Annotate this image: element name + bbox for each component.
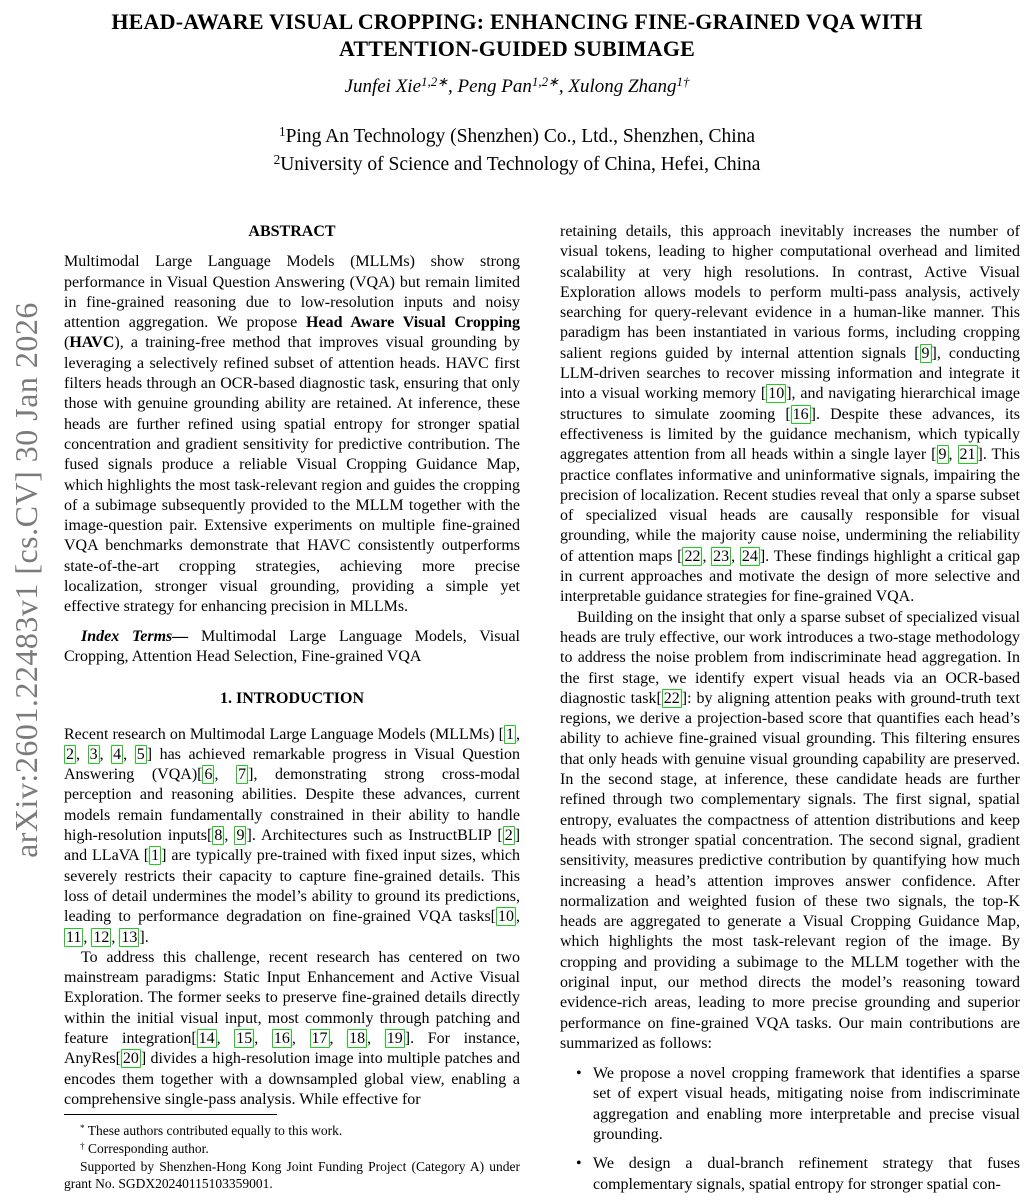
citation-ref[interactable]: 23 bbox=[713, 547, 730, 565]
citation-ref[interactable]: 17 bbox=[311, 1029, 328, 1047]
citation-ref[interactable]: 8 bbox=[214, 827, 223, 845]
citation-ref[interactable]: 1 bbox=[151, 847, 160, 865]
citation-ref[interactable]: 22 bbox=[684, 547, 701, 565]
citation-ref[interactable]: 24 bbox=[741, 547, 758, 565]
affiliation-line-2: $^2$University of Science and Technology of China, Hefei, China bbox=[273, 151, 761, 175]
citation-ref[interactable]: 21 bbox=[959, 446, 976, 464]
footnote-funding: Supported by Shenzhen-Hong Kong Joint Funding Project (Category A) under grant No. SGDX20240115103359001. bbox=[64, 1158, 520, 1192]
arxiv-stamp: arXiv:2601.22483v1 [cs.CV] 30 Jan 2026 bbox=[8, 302, 44, 858]
right-column bbox=[560, 222, 1020, 1200]
citation-ref[interactable]: 2 bbox=[66, 745, 74, 763]
citation-ref[interactable]: 19 bbox=[386, 1029, 403, 1047]
citation-ref[interactable]: 13 bbox=[121, 928, 138, 946]
citation-ref[interactable]: 15 bbox=[236, 1029, 253, 1047]
paper-title-line2: ATTENTION-GUIDED SUBIMAGE bbox=[338, 36, 696, 61]
bullet-marker: • bbox=[576, 1065, 582, 1083]
citation-ref[interactable]: 12 bbox=[93, 928, 110, 946]
citation-ref[interactable]: 14 bbox=[198, 1029, 215, 1047]
citation-ref[interactable]: 18 bbox=[349, 1029, 366, 1047]
right-paragraph-1: retaining details, this approach inevitably increases the number of visual tokens, leading to higher computational overhead and limited scalability at very high resolutions. In contrast, Active Visual Exploration allows models to perform multi-pass analysis, actively searching for query-relevant evidence in a human-like manner. This paradigm has been instantiated in various forms, including cropping salient regions guided by internal attention signals [ 9 ], conducting LLM-driven searches to recover missing information and integrate it into a visual working memory [ 10 ], and navigating hierarchical image structures to simulate zooming [ 16 ]. Despite these advances, its effectiveness is limited by the guidance mechanism, which typically aggregates attention from all heads within a single layer [ 9 , 21 ]. This practice conflates informative and uninformative signals, impairing the precision of localization. Recent studies reveal that only a sparse subset of specialized visual heads are causally responsible for visual grounding, while the majority cause noise, undermining the reliability of attention maps [ 22 , 23 , 24 ]. These findings highlight a critical gap in current approaches and motivate the design of more selective and interpretable guidance strategies for fine-grained VQA. bbox=[560, 223, 1020, 606]
citation-ref[interactable]: 16 bbox=[273, 1029, 290, 1047]
list-item bbox=[560, 1064, 1020, 1145]
list-item-text: We design a dual-branch refinement strategy that fuses complementary signals, spatial entropy for stronger spatial con- bbox=[593, 1155, 1020, 1193]
abstract-heading: ABSTRACT bbox=[248, 223, 336, 240]
citation-ref[interactable]: 6 bbox=[204, 766, 213, 784]
paper-title bbox=[0, 8, 1034, 62]
citation-ref[interactable]: 11 bbox=[66, 928, 82, 946]
citation-ref[interactable]: 10 bbox=[768, 385, 785, 403]
footnote-corresponding-author: † Corresponding author. bbox=[80, 1140, 209, 1156]
abstract-text: Multimodal Large Language Models (MLLMs) show strong performance in Visual Question Answering (VQA) but remain limited in fine-grained reasoning due to low-resolution inputs and noisy attention aggregation. We propose Head Aware Visual Cropping (HAVC), a training-free method that improves visual grounding by leveraging a selectively refined subset of attention heads. HAVC first filters heads through an OCR-based diagnostic task, ensuring that only those with genuine grounding ability are retained. At inference, these heads are further refined using spatial entropy for stronger spatial concentration and gradient sensitivity for predictive contribution. The fused signals produce a reliable Visual Cropping Guidance Map, which highlights the most task-relevant region and guides the cropping of a subimage subsequently provided to the MLLM together with the image-question pair. Extensive experiments on multiple fine-grained VQA benchmarks demonstrate that HAVC consistently outperforms state-of-the-art cropping strategies, achieving more precise localization, stronger visual grounding, providing a simple yet effective strategy for enhancing precision in MLLMs. bbox=[64, 253, 521, 616]
citation-ref[interactable]: 9 bbox=[236, 827, 245, 845]
intro-paragraph-2: To address this challenge, recent research has centered on two mainstream paradigms: Static Input Enhancement and Active Visual Exploration. The former seeks to preserve fine-grained details directly within the initial visual input, most commonly through patching and feature integration[ 14 , 15 , 16 , 17 , 18 , 19 ]. For instance, AnyRes[ 20 ] divides a high-resolution image into multiple patches and encodes them together with a downsampled global view, enabling a comprehensive single-pass analysis. While effective for bbox=[64, 948, 521, 1108]
section-heading-introduction: 1. INTRODUCTION bbox=[219, 690, 364, 708]
affiliation-line-1: $^1$Ping An Technology (Shenzhen) Co., Ltd., Shenzhen, China bbox=[278, 124, 756, 147]
citation-ref[interactable]: 9 bbox=[921, 344, 930, 362]
citation-ref[interactable]: 5 bbox=[136, 745, 145, 763]
citation-ref[interactable]: 2 bbox=[504, 827, 513, 845]
intro-paragraph-1: Recent research on Multimodal Large Language Models (MLLMs) [ 1 , 2 , 3 , 4 , 5 ] has achieved remarkable progress in Visual Question Answering (VQA)[ 6 , 7 ], demonstrating strong cross-modal perception and reasoning abilities. Despite these advances, current models remain fundamentally constrained in their ability to handle high-resolution inputs[ 8 , 9 ]. Architectures such as InstructBLIP [ 2 ] and LLaVA [ 1 ] are typically pre-trained with fixed input sizes, which severely restricts their capacity to capture fine-grained details. This loss of detail undermines the model’s ability to ground its predictions, leading to performance degradation on fine-grained VQA tasks[ 10 , 11 , 12 , 13 ]. bbox=[64, 725, 521, 946]
list-item bbox=[560, 1154, 1020, 1195]
contributions-list bbox=[560, 1064, 1020, 1195]
left-column bbox=[64, 222, 520, 1110]
citation-ref[interactable]: 20 bbox=[122, 1050, 139, 1068]
right-paragraph-2: Building on the insight that only a sparse subset of specialized visual heads are truly effective, our work introduces a two-stage methodology to address the noise problem from indiscriminate head aggregation. In the first stage, we identify expert visual heads via an OCR-based diagnostic task[ 22 ]: by aligning attention peaks with ground-truth text regions, we derive a projection-based score that quantifies each head’s ability to achieve fine-grained visual grounding. This filtering ensures that only heads with genuine visual grounding capability are preserved. In the second stage, at inference, these candidate heads are further refined through two complementary signals. The first signal, spatial entropy, evaluates the compactness of attention distributions and keep heads with stronger spatial concentration. The second signal, gradient sensitivity, measures predictive contribution by quantifying how much increasing a head’s attention improves answer confidence. After normalization and weighted fusion of these two signals, the top-K heads are aggregated to generate a Visual Cropping Guidance Map, which highlights the most task-relevant region of the image. By cropping and providing a subimage to the MLLM together with the original input, our method directs the model’s reasoning toward evidence-rich areas, leading to more precise grounding and superior performance on fine-grained VQA tasks. Our main contributions are summarized as follows: bbox=[560, 608, 1020, 1052]
citation-ref[interactable]: 7 bbox=[238, 766, 247, 784]
citation-ref[interactable]: 4 bbox=[113, 745, 122, 763]
citation-ref[interactable]: 9 bbox=[938, 446, 947, 464]
affiliations bbox=[0, 123, 1034, 178]
citation-ref[interactable]: 22 bbox=[663, 689, 680, 707]
citation-ref[interactable]: 16 bbox=[792, 405, 809, 423]
citation-ref[interactable]: 1 bbox=[506, 725, 514, 743]
list-item-text: We propose a novel cropping framework that identifies a sparse set of expert visual heads, mitigating noise from indiscriminate aggregation and enabling more interpretable and precise visual grounding. bbox=[593, 1065, 1020, 1144]
footnote-rule bbox=[64, 1114, 277, 1115]
authors-line: Junfei Xie$^{1,2∗}$, Peng Pan$^{1,2∗}$, Xulong Zhang$^{1\dagger}$ bbox=[344, 74, 690, 97]
bullet-marker: • bbox=[576, 1155, 582, 1173]
paper-header bbox=[0, 0, 1034, 178]
index-terms: Index Terms— Multimodal Large Language Models, Visual Cropping, Attention Head Selection, Fine-grained VQA bbox=[64, 627, 521, 665]
citation-ref[interactable]: 3 bbox=[89, 745, 98, 763]
footnote-equal-contribution: * These authors contributed equally to this work. bbox=[80, 1122, 343, 1138]
footnote-block bbox=[64, 1114, 520, 1193]
citation-ref[interactable]: 10 bbox=[498, 908, 514, 926]
paper-title-line1: HEAD-AWARE VISUAL CROPPING: ENHANCING FINE-GRAINED VQA WITH bbox=[111, 9, 923, 34]
